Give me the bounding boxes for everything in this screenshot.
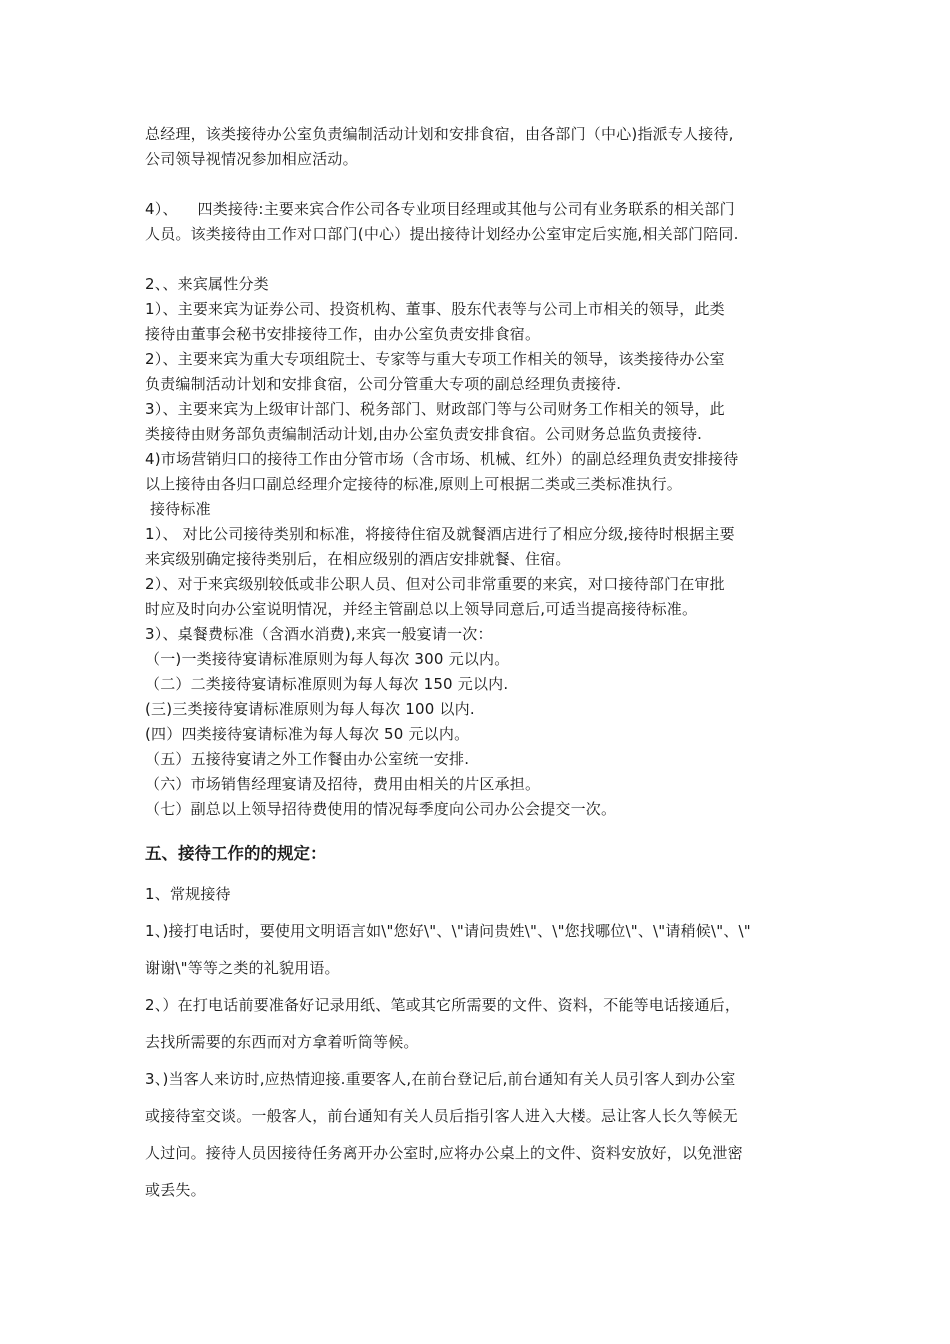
text-line: 1）、 对比公司接待类别和标准，将接待住宿及就餐酒店进行了相应分级,接待时根据主要 (145, 525, 735, 543)
text-line: （六）市场销售经理宴请及招待，费用由相关的片区承担。 (145, 775, 541, 793)
text-line: 人过问。接待人员因接待任务离开办公室时,应将办公桌上的文件、资料安放好，以免泄密 (145, 1144, 743, 1162)
text-line: 负责编制活动计划和安排食宿，公司分管重大专项的副总经理负责接待. (145, 375, 622, 393)
text-line: 3）、主要来宾为上级审计部门、税务部门、财政部门等与公司财务工作相关的领导，此 (145, 400, 725, 418)
text-line: 1、常规接待 (145, 885, 231, 903)
text-line: 3、)当客人来访时,应热情迎接.重要客人,在前台登记后,前台通知有关人员引客人到办公室 (145, 1070, 736, 1088)
text-line: 总经理，该类接待办公室负责编制活动计划和安排食宿，由各部门（中心)指派专人接待, (145, 125, 734, 143)
text-line: 或丢失。 (145, 1181, 206, 1199)
text-line: (三)三类接待宴请标准原则为每人每次 100 以内. (145, 700, 475, 718)
text-line: 类接待由财务部负责编制活动计划,由办公室负责安排食宿。公司财务总监负责接待. (145, 425, 703, 443)
text-line: 或接待室交谈。一般客人，前台通知有关人员后指引客人进入大楼。忌让客人长久等候无 (145, 1107, 738, 1125)
text-line: （五）五接待宴请之外工作餐由办公室统一安排. (145, 750, 470, 768)
text-line: 1）、主要来宾为证券公司、投资机构、董事、股东代表等与公司上市相关的领导，此类 (145, 300, 725, 318)
text-line: 1、)接打电话时，要使用文明语言如\"您好\"、\"请问贵姓\"、\"您找哪位\"、\"请稍候\"、\" (145, 922, 751, 940)
section5-body (145, 876, 809, 1209)
text-line: 来宾级别确定接待类别后，在相应级别的酒店安排就餐、住宿。 (145, 550, 571, 568)
text-line: 4)市场营销归口的接待工作由分管市场（含市场、机械、红外）的副总经理负责安排接待 (145, 450, 739, 468)
text-line: 时应及时向办公室说明情况，并经主管副总以上领导同意后,可适当提高接待标准。 (145, 600, 698, 618)
document-page (145, 122, 809, 1209)
intro-paragraph (145, 122, 809, 172)
text-line: 人员。该类接待由工作对口部门(中心）提出接待计划经办公室审定后实施,相关部门陪同. (145, 225, 739, 243)
text-line: （一)一类接待宴请标准原则为每人每次 300 元以内。 (145, 650, 510, 668)
section-heading: 五、接待工作的的规定： (145, 844, 327, 863)
text-line: 接待标准 (145, 500, 211, 518)
text-line: 接待由董事会秘书安排接待工作，由办公室负责安排食宿。 (145, 325, 541, 343)
text-line: 2）、对于来宾级别较低或非公职人员、但对公司非常重要的来宾，对口接待部门在审批 (145, 575, 725, 593)
text-line: 谢谢\"等等之类的礼貌用语。 (145, 959, 340, 977)
text-line: 2、）在打电话前要准备好记录用纸、笔或其它所需要的文件、资料，不能等电话接通后， (145, 996, 741, 1014)
text-line: 2）、主要来宾为重大专项组院士、专家等与重大专项工作相关的领导，该类接待办公室 (145, 350, 725, 368)
text-line: 公司领导视情况参加相应活动。 (145, 150, 358, 168)
text-line: 4）、 四类接待:主要来宾合作公司各专业项目经理或其他与公司有业务联系的相关部门 (145, 200, 735, 218)
text-line: 以上接待由各归口副总经理介定接待的标准,原则上可根据二类或三类标准执行。 (145, 475, 682, 493)
text-line: 去找所需要的东西而对方拿着听筒等候。 (145, 1033, 419, 1051)
text-line: 2、、来宾属性分类 (145, 275, 269, 293)
class4-paragraph (145, 197, 809, 247)
text-line: 3）、桌餐费标准（含酒水消费),来宾一般宴请一次： (145, 625, 493, 643)
text-line: （二）二类接待宴请标准原则为每人每次 150 元以内. (145, 675, 509, 693)
text-line: （七）副总以上领导招待费使用的情况每季度向公司办公会提交一次。 (145, 800, 617, 818)
attributes-section (145, 272, 809, 822)
text-line: (四）四类接待宴请标准为每人每次 50 元以内。 (145, 725, 470, 743)
